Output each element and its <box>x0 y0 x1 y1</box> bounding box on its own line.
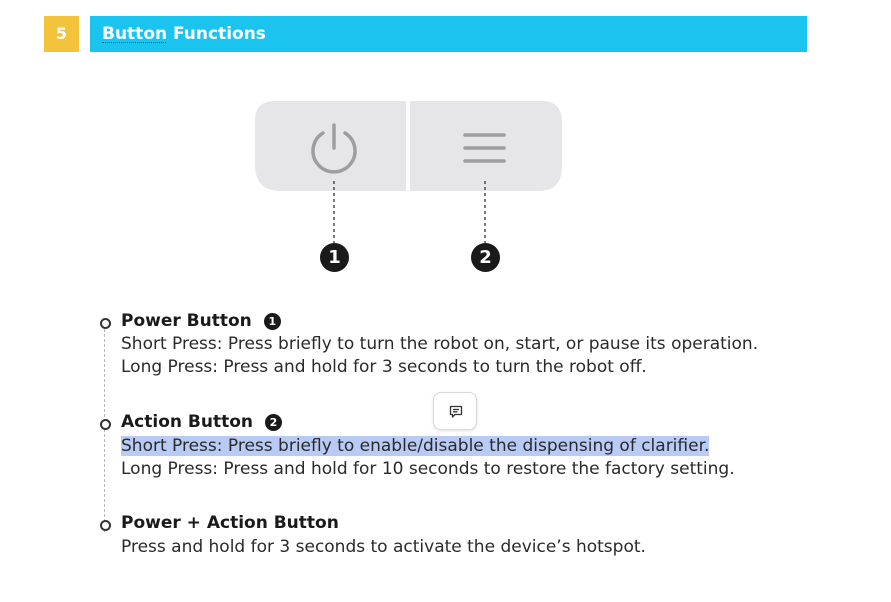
feature-title-row <box>121 510 339 536</box>
feature-title: Power Button <box>121 311 252 331</box>
feature-badge: 2 <box>265 414 282 431</box>
diagram-badge-2: 2 <box>471 243 500 272</box>
feature-short-press: Short Press: Press briefly to turn the robot on, start, or pause its operation. <box>121 334 759 354</box>
feature-list <box>95 308 855 568</box>
highlighted-text-selection[interactable]: Short Press: Press briefly to enable/disable the dispensing of clarifier. <box>121 436 710 456</box>
timeline-dot <box>100 520 111 531</box>
feature-badge: 1 <box>264 313 281 330</box>
comment-icon <box>449 405 463 419</box>
feature-title-row <box>121 409 282 435</box>
feature-long-press: Long Press: Press and hold for 3 seconds to turn the robot off. <box>121 357 647 377</box>
feature-long-press: Long Press: Press and hold for 10 seconds to restore the factory setting. <box>121 459 735 479</box>
section-title: Button Functions <box>102 24 266 44</box>
diagram-badge-1: 1 <box>320 243 349 272</box>
section-number: 5 <box>44 16 79 52</box>
feature-title: Power + Action Button <box>121 513 339 533</box>
add-comment-button[interactable] <box>433 392 477 430</box>
feature-title-row <box>121 308 281 334</box>
timeline-dot <box>100 318 111 329</box>
timeline-dot <box>100 419 111 430</box>
feature-hotspot-instruction: Press and hold for 3 seconds to activate the device’s hotspot. <box>121 537 646 557</box>
feature-short-press[interactable] <box>121 434 709 458</box>
feature-title: Action Button <box>121 412 253 432</box>
